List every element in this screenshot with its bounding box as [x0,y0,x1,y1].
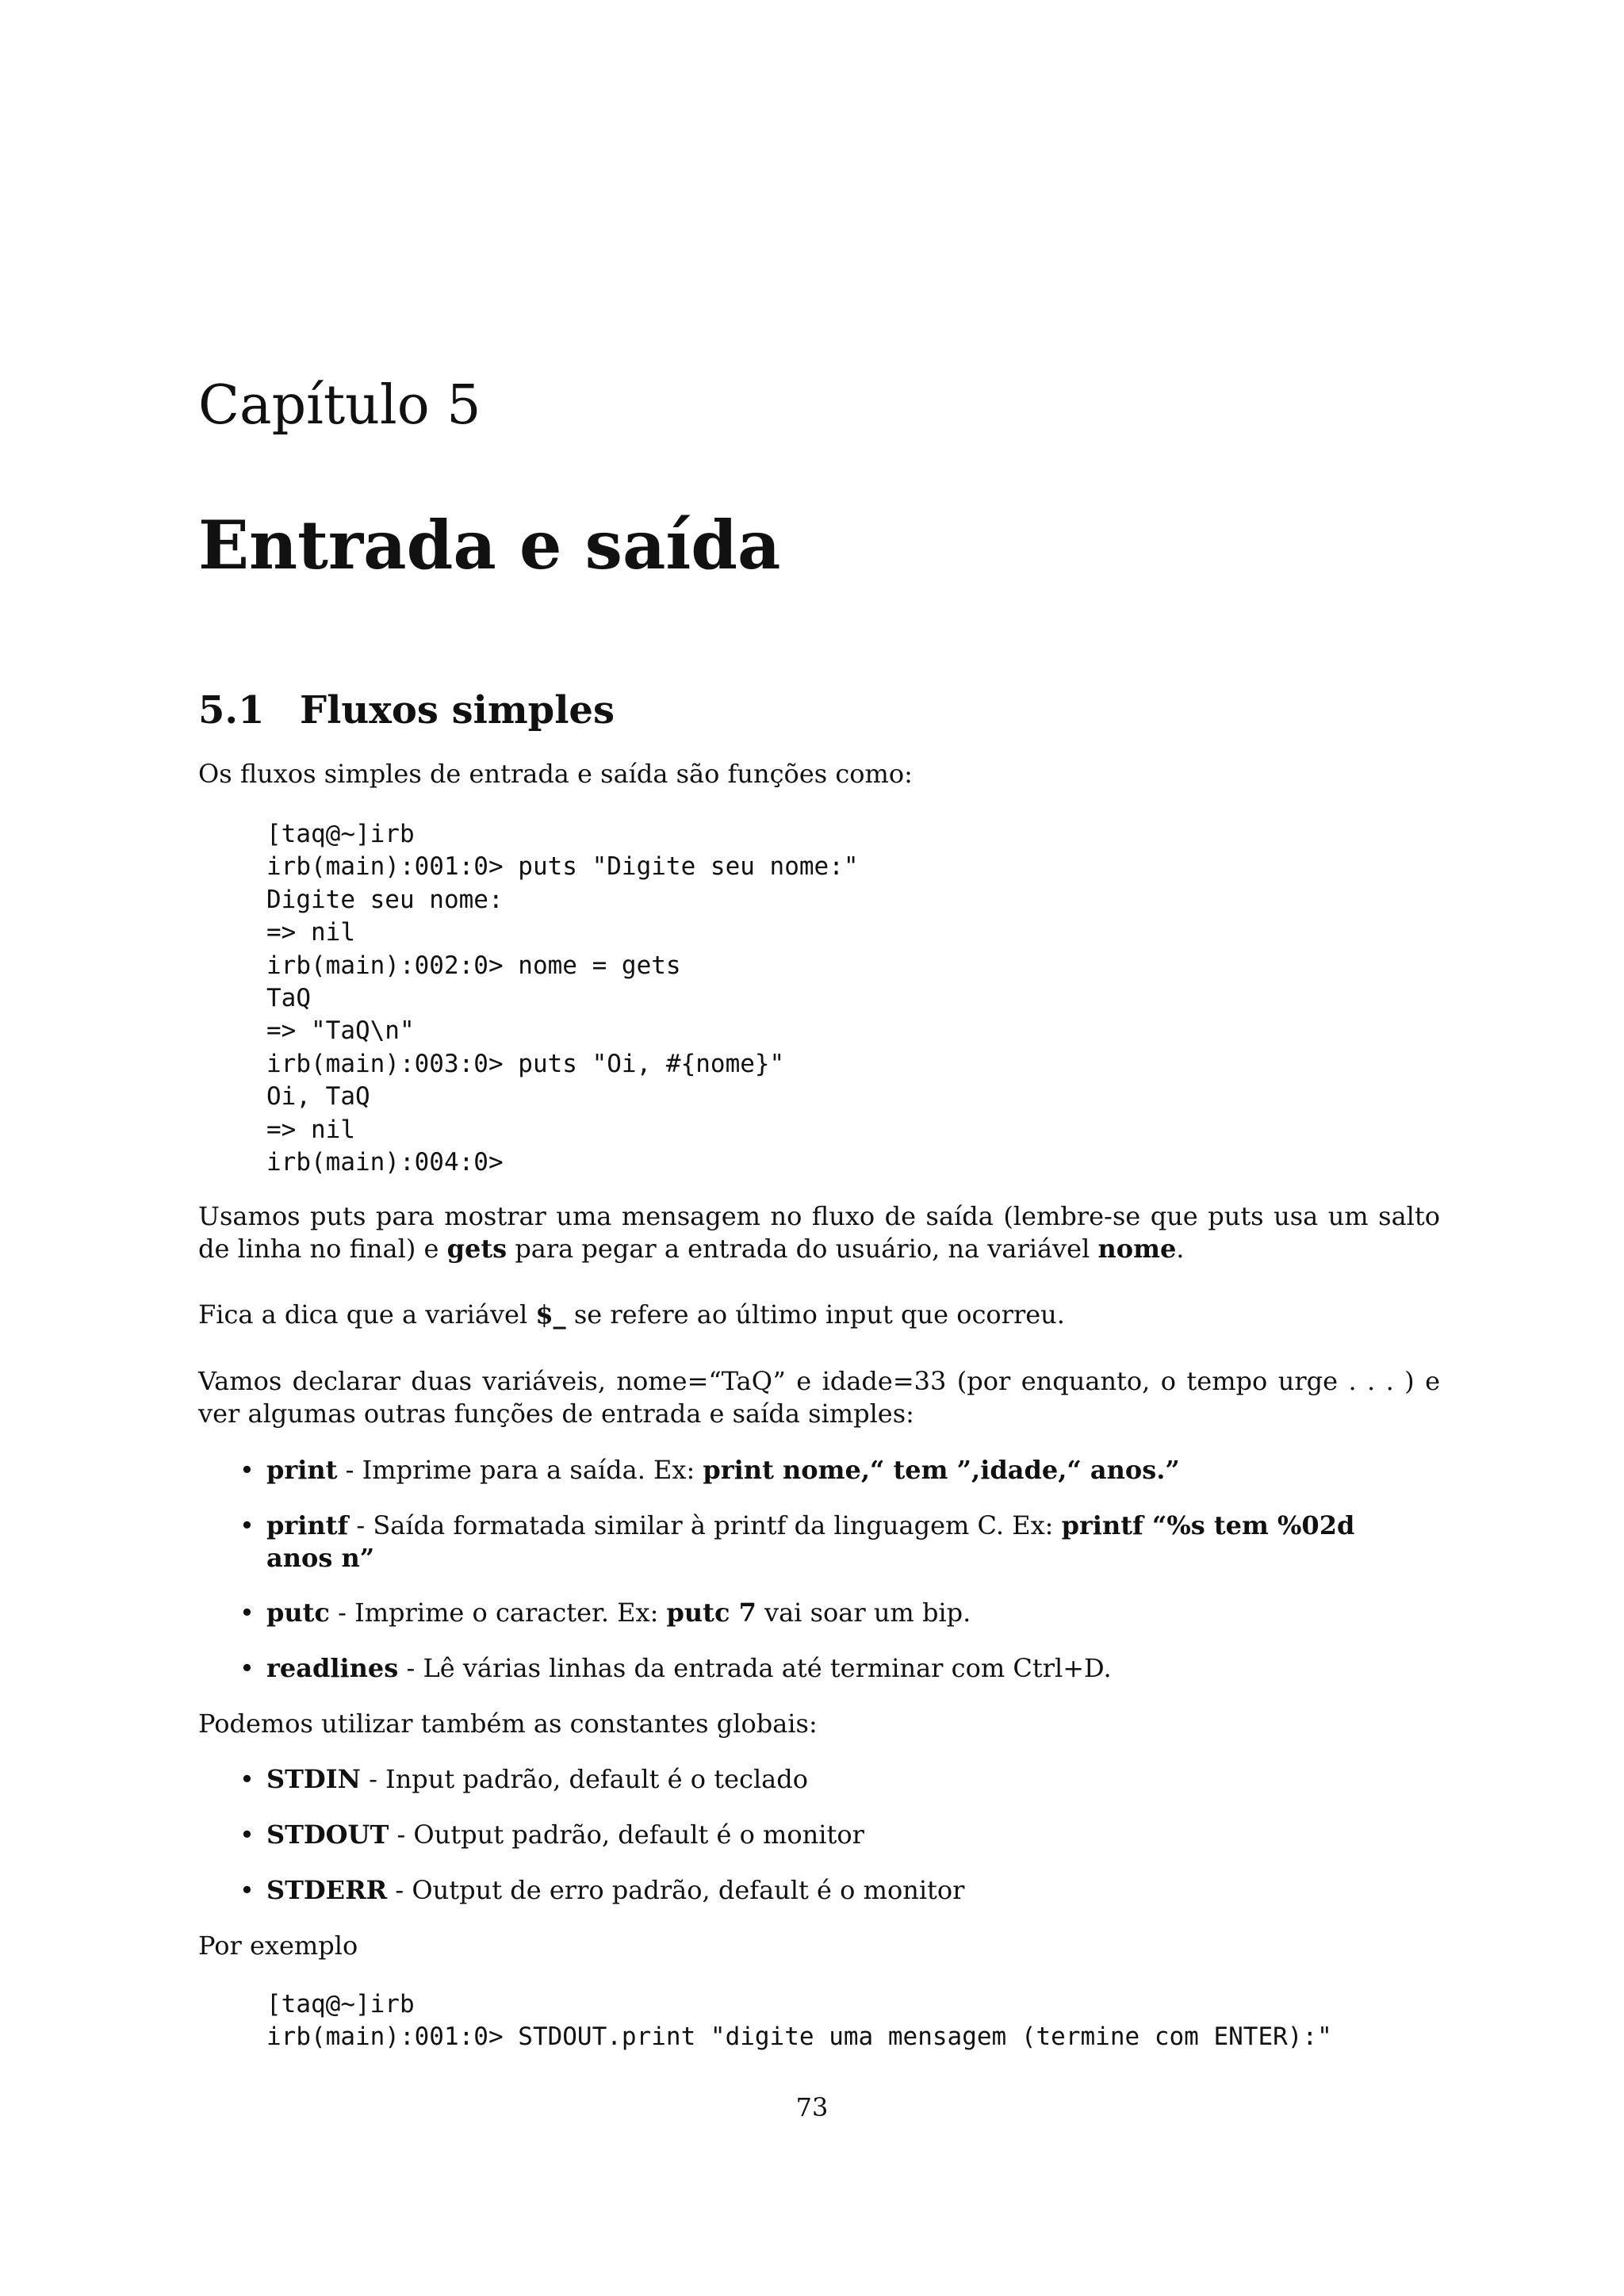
list-item-readlines: • readlines - Lê várias linhas da entrada até terminar com Ctrl+D. [239,1653,1112,1683]
bullet-dot: • [239,1598,255,1628]
list-item-printf: • printf - Saída formatada similar à printf da linguagem C. Ex: printf “%s tem %02d anos n” [239,1510,1355,1573]
paragraph-por-exemplo: Por exemplo [198,1931,358,1961]
function-name: putc [266,1598,330,1628]
paragraph-vamos: Vamos declarar duas variáveis, nome=“TaQ” e idade=33 (por enquanto, o tempo urge . . . ) e ver algumas outras funções de entrada e saída simples: [198,1366,1440,1429]
keyword-dollar-underscore: $_ [535,1299,566,1330]
chapter-title: Entrada e saída [198,506,781,584]
section-number: 5.1 [198,688,265,733]
constant-name: STDOUT [266,1820,389,1850]
code-block-irb-session: [taq@~]irb irb(main):001:0> puts "Digite seu nome:" Digite seu nome: => nil irb(main):002:0> nome = gets TaQ => "TaQ\n" irb(main):003:0> puts "Oi, #{nome}" Oi, TaQ => nil irb(main):004:0> [266,820,859,1177]
keyword-gets: gets [446,1234,508,1264]
code-block-stdout-example: [taq@~]irb irb(main):001:0> STDOUT.print "digite uma mensagem (termine com ENTER):" [266,1990,1332,2052]
bullet-dot: • [239,1455,255,1485]
function-name: print [266,1455,338,1485]
constant-name: STDIN [266,1764,361,1794]
paragraph-constantes: Podemos utilizar também as constantes globais: [198,1709,818,1739]
paragraph-usamos: Usamos puts para mostrar uma mensagem no fluxo de saída (lembre-se que puts usa um salto de linha no final) e gets para pegar a entrada do usuário, na variável nome. [198,1201,1440,1264]
page-number: 73 [795,2092,829,2122]
list-item-stdin: • STDIN - Input padrão, default é o teclado [239,1764,808,1794]
bullet-dot: • [239,1653,255,1683]
section-heading [198,687,615,734]
bullet-dot: • [239,1510,255,1540]
list-item-stdout: • STDOUT - Output padrão, default é o monitor [239,1820,864,1850]
chapter-label: Capítulo 5 [198,374,481,437]
paragraph-dica: Fica a dica que a variável $_ se refere ao último input que ocorreu. [198,1299,1065,1330]
function-name: printf [266,1510,349,1540]
section-title: Fluxos simples [300,688,615,733]
constant-name: STDERR [266,1875,388,1905]
function-name: readlines [266,1653,399,1683]
function-example: putc 7 [666,1598,756,1628]
bullet-dot: • [239,1820,255,1850]
bullet-dot: • [239,1764,255,1794]
list-item-putc: • putc - Imprime o caracter. Ex: putc 7 vai soar um bip. [239,1598,971,1628]
bullet-dot: • [239,1875,255,1905]
intro-paragraph: Os fluxos simples de entrada e saída são funções como: [198,759,913,789]
list-item-print: • print - Imprime para a saída. Ex: print nome,“ tem ”,idade,“ anos.” [239,1455,1180,1485]
function-example: print nome,“ tem ”,idade,“ anos.” [703,1455,1180,1485]
keyword-nome: nome [1097,1234,1177,1264]
function-example: printf “%s tem %02d anos n” [266,1510,1355,1573]
list-item-stderr: • STDERR - Output de erro padrão, default é o monitor [239,1875,965,1905]
